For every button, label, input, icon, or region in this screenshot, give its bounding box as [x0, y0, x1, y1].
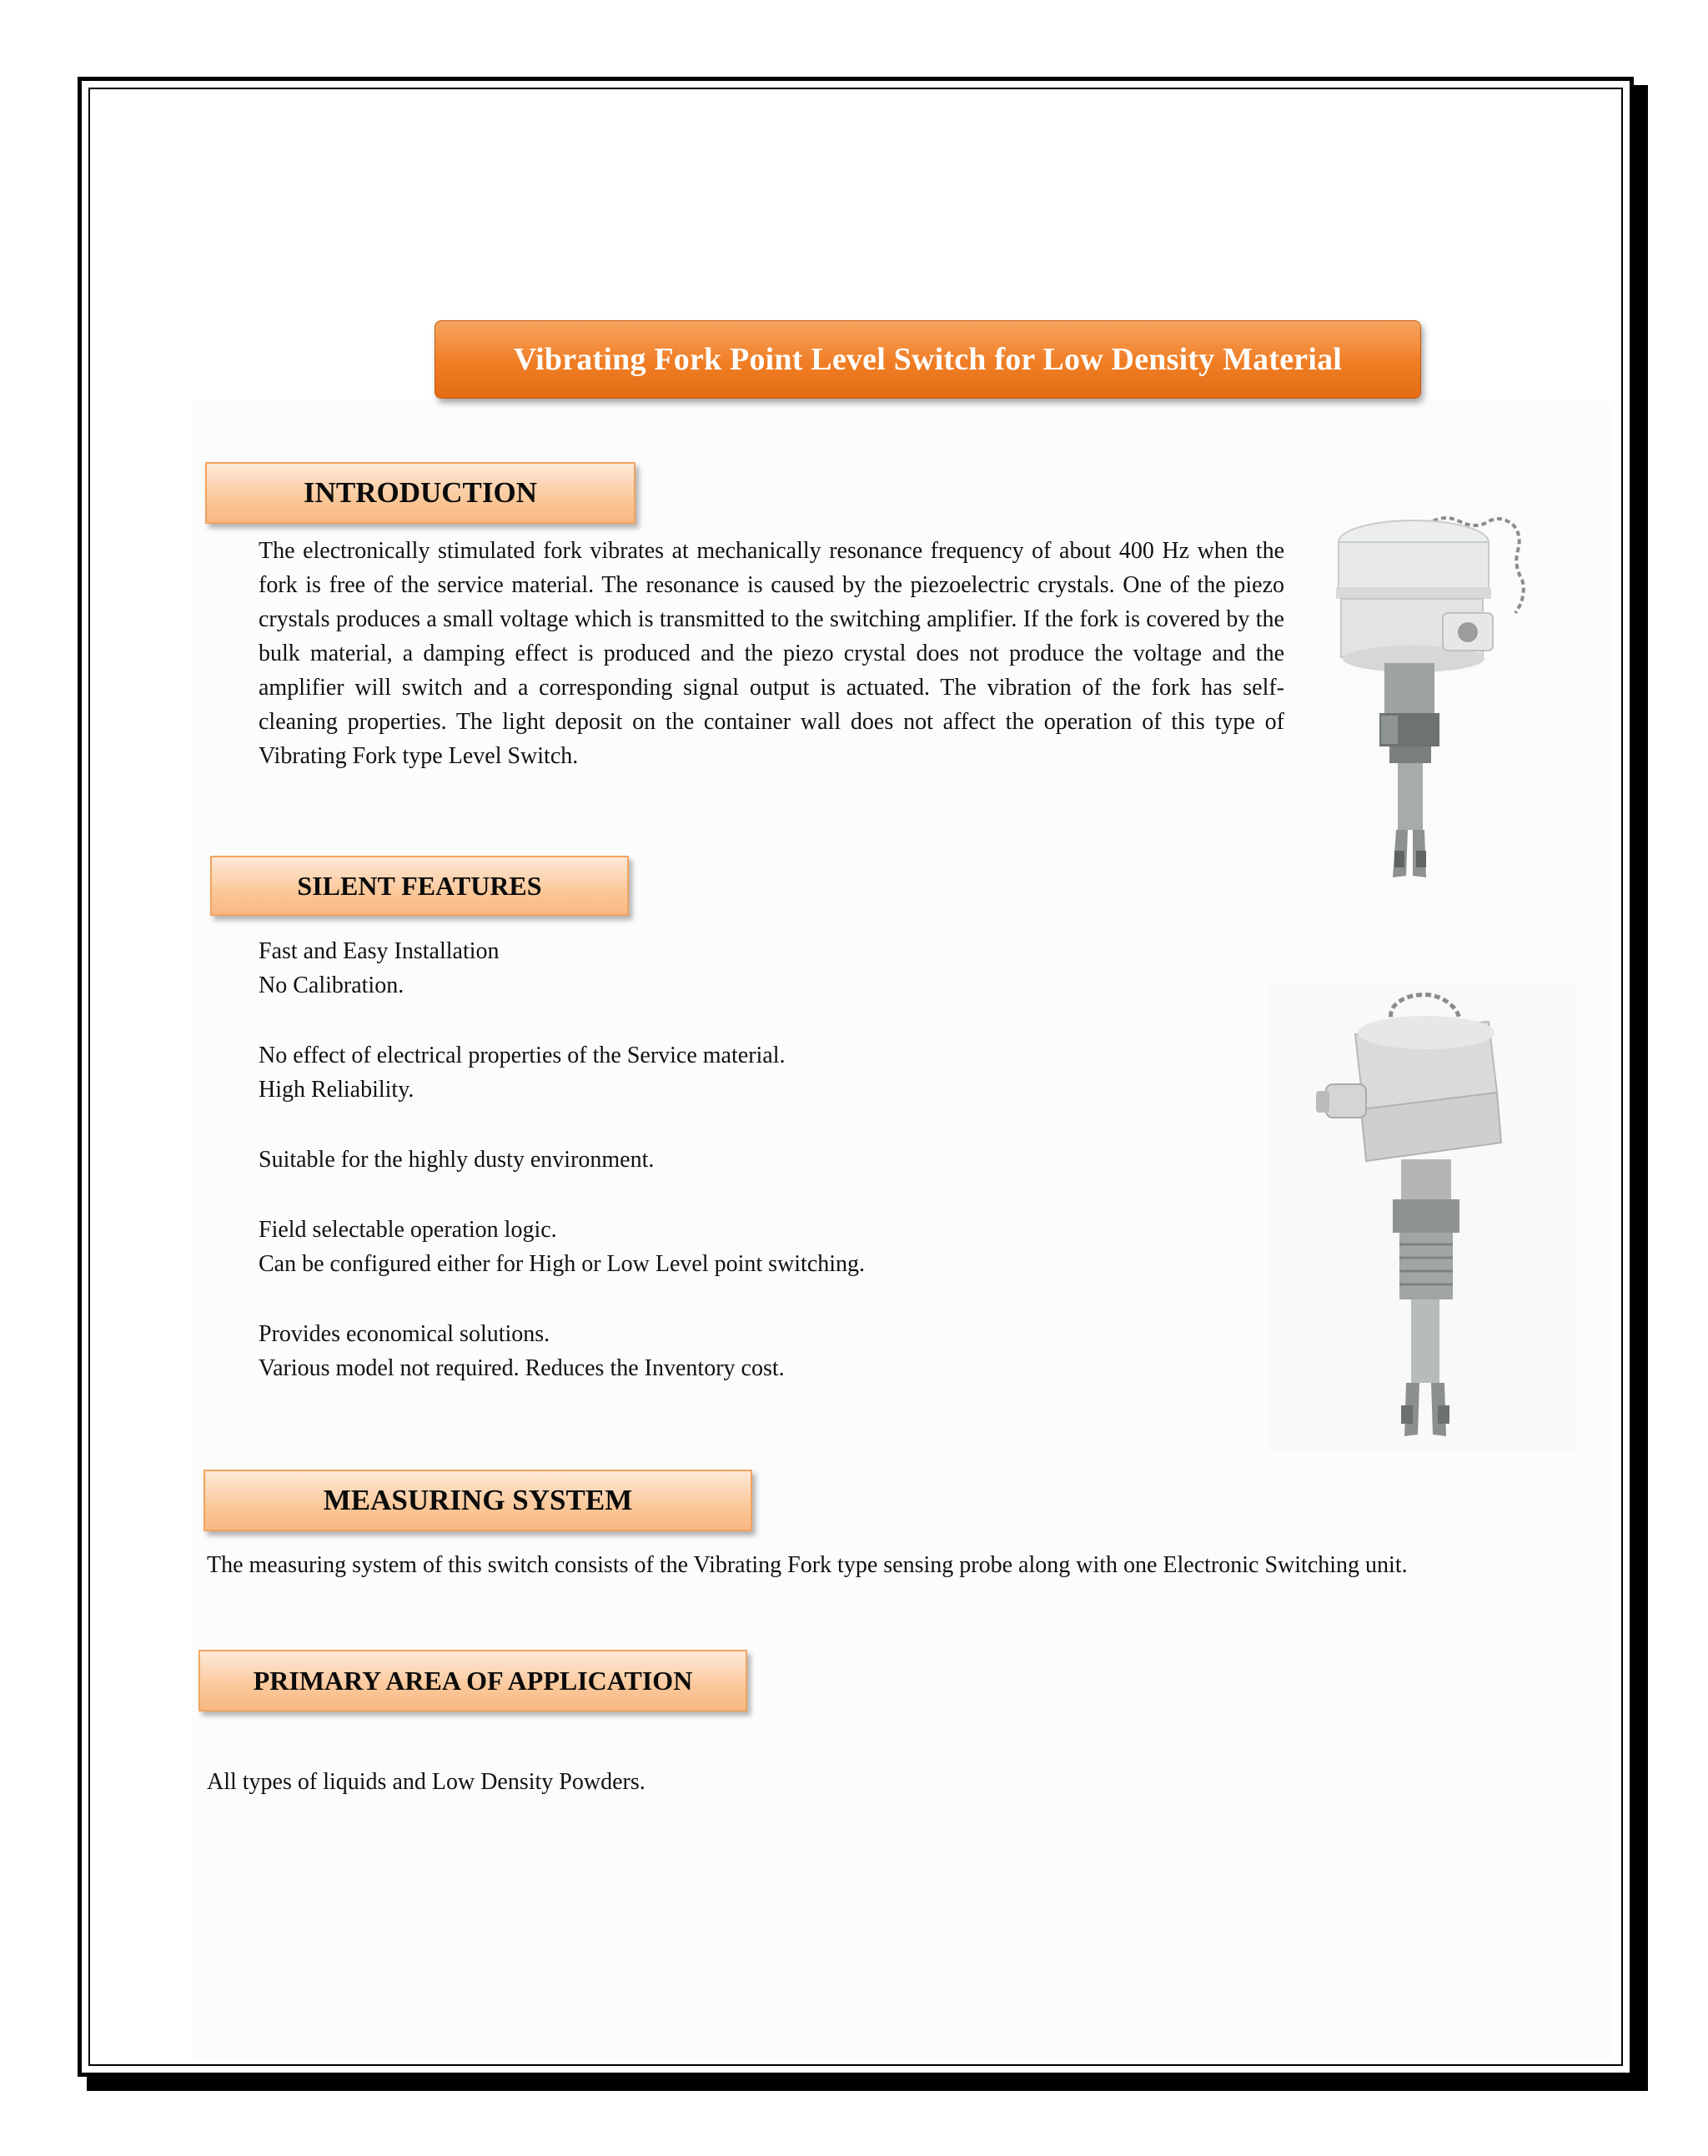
introduction-paragraph: The electronically stimulated fork vibrates at mechanically resonance frequency of about 400 Hz when the fork is free of the service material. The resonance is caused by the piezoelectric crystals. One of the piezo crystals produces a small voltage which is transmitted to the switching amplifier. If the fork is covered by the bulk material, a damping effect is produced and the piezo crystal does not produce the voltage and the amplifier will switch and a corresponding signal output is actuated. The vibration of the fork has self-cleaning properties. The light deposit on the container wall does not affect the operation of this type of Vibrating Fork type Level Switch. — [259, 538, 1284, 769]
introduction-text — [259, 534, 1284, 773]
features-heading: SILENT FEATURES — [210, 856, 629, 916]
feature-item: Can be configured either for High or Low Level point switching. — [259, 1251, 866, 1277]
features-list — [259, 934, 1259, 1385]
measuring-heading: MEASURING SYSTEM — [203, 1470, 752, 1531]
feature-item: Provides economical solutions. — [259, 1321, 550, 1347]
feature-item: No Calibration. — [259, 972, 404, 998]
feature-item: Various model not required. Reduces the Inventory cost. — [259, 1355, 785, 1381]
application-heading: PRIMARY AREA OF APPLICATION — [198, 1650, 747, 1711]
feature-item: No effect of electrical properties of the Service material. — [259, 1043, 786, 1068]
product-photo-2 — [1268, 984, 1576, 1451]
product-photo-1 — [1326, 500, 1560, 892]
application-text: All types of liquids and Low Density Powders. — [207, 1769, 646, 1795]
page-title: Vibrating Fork Point Level Switch for Low Density Material — [435, 320, 1421, 399]
feature-item: Field selectable operation logic. — [259, 1217, 557, 1243]
introduction-heading: INTRODUCTION — [205, 462, 635, 524]
measuring-text: The measuring system of this switch consists of the Vibrating Fork type sensing probe along with one Electronic Switching unit. — [207, 1552, 1408, 1578]
feature-item: Fast and Easy Installation — [259, 938, 500, 964]
feature-item: Suitable for the highly dusty environment. — [259, 1147, 655, 1173]
feature-item: High Reliability. — [259, 1077, 414, 1103]
